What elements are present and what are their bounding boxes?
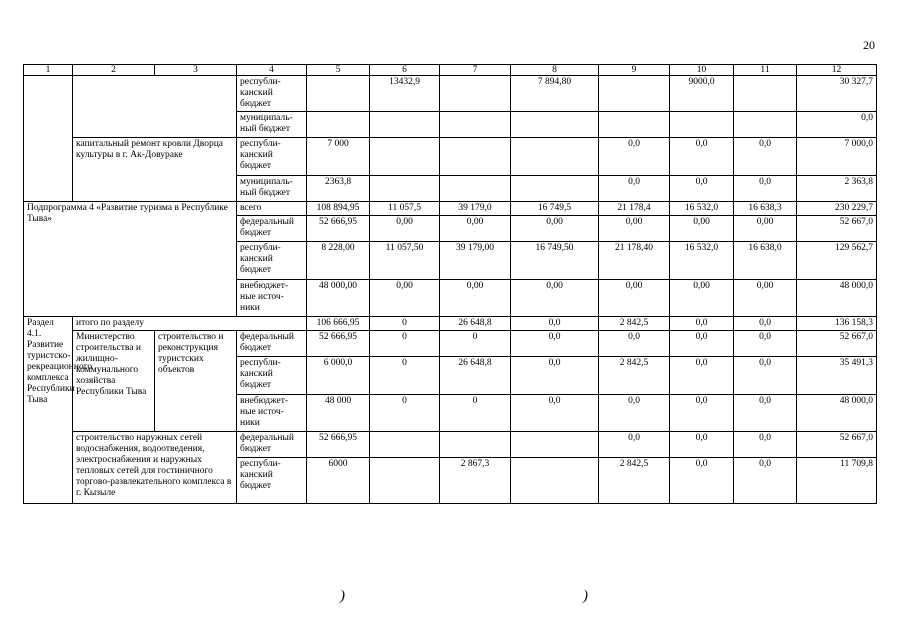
- section-cell: Раздел 4.1. Развитие туристско-рекреационного комплекса Республики Тыва: [24, 317, 73, 504]
- scan-mark: ): [583, 588, 588, 604]
- value-cell: [440, 432, 511, 458]
- header-cell: 7: [440, 65, 511, 76]
- header-cell: 8: [511, 65, 599, 76]
- cell-blank: [24, 76, 73, 202]
- value-cell: 16 749,50: [511, 242, 599, 280]
- value-cell: 30 327,7: [797, 76, 877, 112]
- value-cell: 230 229,7: [797, 202, 877, 216]
- source-cell: федеральный бюджет: [237, 331, 307, 357]
- value-cell: 35 491,3: [797, 357, 877, 395]
- value-cell: [670, 112, 734, 138]
- value-cell: [734, 112, 797, 138]
- budget-table: [23, 64, 877, 504]
- value-cell: [370, 176, 440, 202]
- value-cell: [511, 112, 599, 138]
- header-cell: 9: [599, 65, 670, 76]
- value-cell: 13432,9: [370, 76, 440, 112]
- value-cell: 0,0: [670, 395, 734, 432]
- value-cell: 16 749,5: [511, 202, 599, 216]
- source-cell: внебюджет- ные источ- ники: [237, 280, 307, 317]
- value-cell: 0,0: [734, 395, 797, 432]
- value-cell: 0,00: [440, 216, 511, 242]
- table-row: [24, 432, 877, 458]
- value-cell: 16 532,0: [670, 202, 734, 216]
- value-cell: [511, 458, 599, 504]
- value-cell: 0,0: [511, 395, 599, 432]
- value-cell: 11 709,8: [797, 458, 877, 504]
- value-cell: 39 179,0: [440, 202, 511, 216]
- value-cell: 6000: [307, 458, 370, 504]
- value-cell: 16 638,0: [734, 242, 797, 280]
- section-total-label: итого по разделу: [73, 317, 307, 331]
- value-cell: 0,0: [670, 176, 734, 202]
- source-cell: республи- канский бюджет: [237, 138, 307, 176]
- value-cell: 39 179,00: [440, 242, 511, 280]
- source-cell: федеральный бюджет: [237, 432, 307, 458]
- value-cell: 0,0: [670, 357, 734, 395]
- value-cell: 16 638,3: [734, 202, 797, 216]
- value-cell: 2 867,3: [440, 458, 511, 504]
- value-cell: 0,00: [670, 216, 734, 242]
- value-cell: [307, 76, 370, 112]
- value-cell: 0,00: [599, 216, 670, 242]
- value-cell: 2 842,5: [599, 357, 670, 395]
- source-cell: республи- канский бюджет: [237, 357, 307, 395]
- value-cell: 2 842,5: [599, 317, 670, 331]
- value-cell: 0,0: [599, 432, 670, 458]
- value-cell: [440, 76, 511, 112]
- value-cell: 106 666,95: [307, 317, 370, 331]
- source-cell: федеральный бюджет: [237, 216, 307, 242]
- value-cell: 2363,8: [307, 176, 370, 202]
- header-cell: 11: [734, 65, 797, 76]
- value-cell: 0,0: [734, 317, 797, 331]
- value-cell: [511, 176, 599, 202]
- value-cell: 0,0: [670, 432, 734, 458]
- value-cell: 11 057,50: [370, 242, 440, 280]
- value-cell: 136 158,3: [797, 317, 877, 331]
- value-cell: 0,0: [670, 458, 734, 504]
- value-cell: [599, 112, 670, 138]
- value-cell: 0,00: [370, 216, 440, 242]
- value-cell: 0,0: [734, 432, 797, 458]
- value-cell: 129 562,7: [797, 242, 877, 280]
- value-cell: 0: [440, 331, 511, 357]
- value-cell: 0,0: [599, 395, 670, 432]
- value-cell: 52 666,95: [307, 432, 370, 458]
- header-cell: 12: [797, 65, 877, 76]
- header-cell: 6: [370, 65, 440, 76]
- value-cell: 0,0: [734, 357, 797, 395]
- value-cell: 0,00: [370, 280, 440, 317]
- source-cell: республи- канский бюджет: [237, 458, 307, 504]
- value-cell: 0,0: [734, 458, 797, 504]
- value-cell: [370, 138, 440, 176]
- value-cell: 0,0: [511, 317, 599, 331]
- value-cell: 26 648,8: [440, 357, 511, 395]
- value-cell: 0: [370, 395, 440, 432]
- value-cell: 7 000,0: [797, 138, 877, 176]
- value-cell: [734, 76, 797, 112]
- source-cell: муниципаль- ный бюджет: [237, 176, 307, 202]
- value-cell: 0,0: [734, 176, 797, 202]
- value-cell: 0: [370, 331, 440, 357]
- source-cell: всего: [237, 202, 307, 216]
- table-row: [24, 202, 877, 216]
- value-cell: 0,00: [511, 216, 599, 242]
- construction-cell: строительство и реконструкция туристских объектов: [155, 331, 237, 432]
- value-cell: [511, 138, 599, 176]
- value-cell: 6 000,0: [307, 357, 370, 395]
- header-cell: 4: [237, 65, 307, 76]
- subprogram-cell: Подпрограмма 4 «Развитие туризма в Республике Тыва»: [24, 202, 237, 317]
- value-cell: 0,00: [734, 216, 797, 242]
- header-cell: 10: [670, 65, 734, 76]
- value-cell: [370, 112, 440, 138]
- header-cell: 2: [73, 65, 155, 76]
- value-cell: 7 000: [307, 138, 370, 176]
- value-cell: 0,0: [670, 317, 734, 331]
- value-cell: 0,00: [670, 280, 734, 317]
- value-cell: 0: [370, 357, 440, 395]
- source-cell: внебюджет- ные источ- ники: [237, 395, 307, 432]
- value-cell: 52 667,0: [797, 331, 877, 357]
- value-cell: [440, 112, 511, 138]
- value-cell: [440, 176, 511, 202]
- value-cell: 0,0: [734, 331, 797, 357]
- source-cell: республи- канский бюджет: [237, 242, 307, 280]
- value-cell: 52 666,95: [307, 216, 370, 242]
- value-cell: [599, 76, 670, 112]
- value-cell: 48 000,00: [307, 280, 370, 317]
- value-cell: 0,00: [440, 280, 511, 317]
- header-cell: 5: [307, 65, 370, 76]
- source-cell: муниципаль- ный бюджет: [237, 112, 307, 138]
- value-cell: 0,0: [599, 138, 670, 176]
- value-cell: 0,0: [670, 331, 734, 357]
- value-cell: 21 178,4: [599, 202, 670, 216]
- scan-mark: ): [340, 588, 345, 604]
- value-cell: 0,0: [670, 138, 734, 176]
- value-cell: 0,0: [599, 331, 670, 357]
- value-cell: 2 363,8: [797, 176, 877, 202]
- cell-blank: [73, 76, 237, 138]
- value-cell: [440, 138, 511, 176]
- table-row: [24, 317, 877, 331]
- header-cell: 1: [24, 65, 73, 76]
- value-cell: 7 894,80: [511, 76, 599, 112]
- value-cell: 52 667,0: [797, 432, 877, 458]
- value-cell: 52 666,95: [307, 331, 370, 357]
- value-cell: 108 894,95: [307, 202, 370, 216]
- value-cell: 0,00: [511, 280, 599, 317]
- table-row: [24, 331, 877, 357]
- value-cell: 48 000,0: [797, 395, 877, 432]
- value-cell: 0,0: [511, 357, 599, 395]
- value-cell: 0,0: [797, 112, 877, 138]
- value-cell: 26 648,8: [440, 317, 511, 331]
- ministry-cell: Министерство строительства и жилищно-коммунального хозяйства Республики Тыва: [73, 331, 155, 432]
- table-row: [24, 138, 877, 176]
- value-cell: 0,0: [734, 138, 797, 176]
- value-cell: 0,00: [599, 280, 670, 317]
- value-cell: [511, 432, 599, 458]
- value-cell: 21 178,40: [599, 242, 670, 280]
- networks-cell: строительство наружных сетей водоснабжения, водоотведения, электроснабжения и наружных тепловых сетей для гостиничного торгово-развлекательного комплекса в г. Кызыле: [73, 432, 237, 504]
- table-row: [24, 76, 877, 112]
- value-cell: 2 842,5: [599, 458, 670, 504]
- value-cell: 48 000: [307, 395, 370, 432]
- value-cell: 0: [370, 317, 440, 331]
- value-cell: 8 228,00: [307, 242, 370, 280]
- value-cell: 52 667,0: [797, 216, 877, 242]
- header-row: [24, 65, 877, 76]
- value-cell: [307, 112, 370, 138]
- value-cell: 16 532,0: [670, 242, 734, 280]
- value-cell: [370, 432, 440, 458]
- value-cell: 48 000,0: [797, 280, 877, 317]
- page-number: 20: [863, 38, 875, 52]
- value-cell: 11 057,5: [370, 202, 440, 216]
- header-cell: 3: [155, 65, 237, 76]
- source-cell: республи- канский бюджет: [237, 76, 307, 112]
- value-cell: 0,0: [599, 176, 670, 202]
- value-cell: 0,0: [511, 331, 599, 357]
- roof-repair-cell: капитальный ремонт кровли Дворца культуры в г. Ак-Довураке: [73, 138, 237, 202]
- value-cell: 9000,0: [670, 76, 734, 112]
- value-cell: [370, 458, 440, 504]
- value-cell: 0: [440, 395, 511, 432]
- value-cell: 0,00: [734, 280, 797, 317]
